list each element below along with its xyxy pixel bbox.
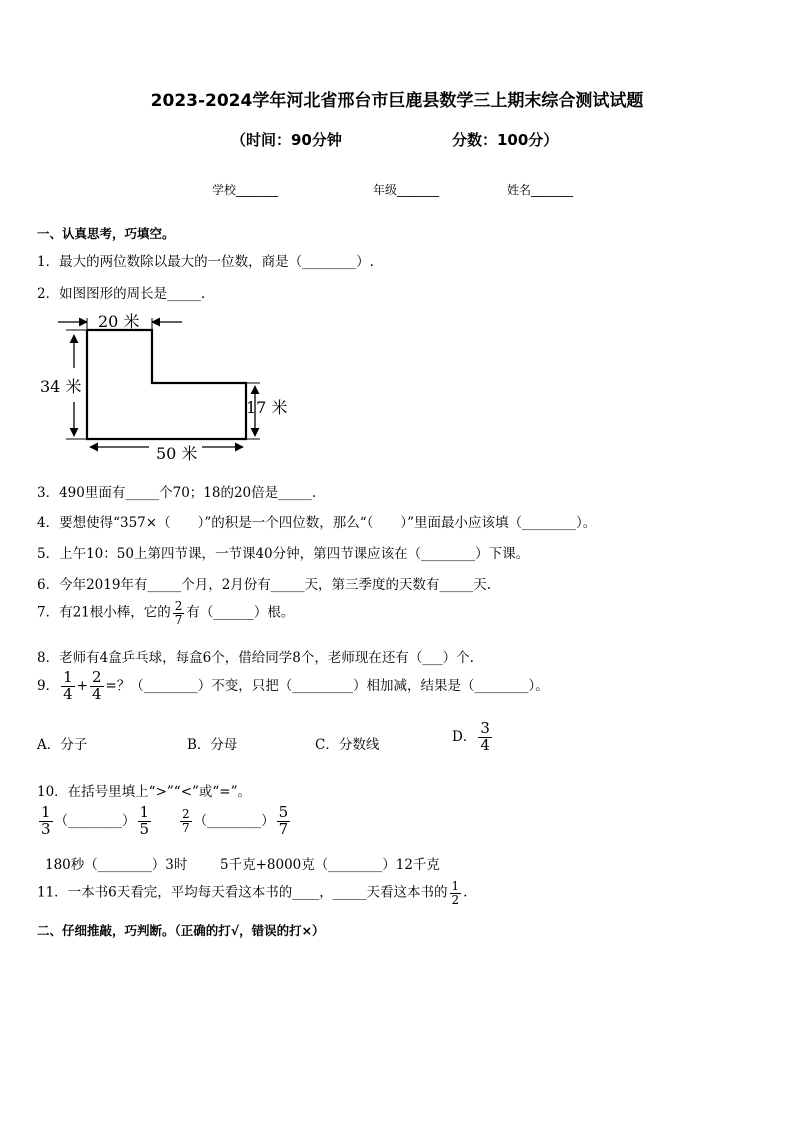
- fraction: $\frac{3}{4}$: [480, 719, 490, 754]
- option-a: A．分子: [37, 737, 88, 753]
- question-9: 9． $\frac{1}{4}$ + $\frac{2}{4}$ =？（________）不变，只把（_________）相加减，结果是（________）。: [37, 668, 549, 703]
- page-title: 2023-2024学年河北省邢台市巨鹿县数学三上期末综合测试试题: [150, 91, 644, 111]
- fraction: $\frac{2}{7}$: [174, 599, 183, 627]
- grade-field: 年级_______: [373, 183, 440, 197]
- option-d: D． $\frac{3}{4}$: [452, 719, 490, 754]
- label-bottom: 50 米: [156, 444, 198, 463]
- name-field: 姓名_______: [507, 183, 574, 197]
- perimeter-figure: [36, 310, 306, 468]
- section-1-heading: 一、认真思考，巧填空。: [37, 226, 175, 241]
- fraction-a: $\frac{1}{4}$: [63, 668, 73, 703]
- q10-compare-2: $\frac{2}{7}$ （________） $\frac{5}{7}$: [182, 803, 289, 838]
- q10-compare-1: $\frac{1}{3}$ （________） $\frac{1}{5}$: [41, 803, 150, 838]
- fraction-b: $\frac{2}{4}$: [91, 668, 102, 703]
- section-2-heading: 二、仔细推敲，巧判断。（正确的打√，错误的打×）: [37, 923, 325, 938]
- q10-compare-3: 180秒（________）3时: [45, 857, 188, 873]
- label-right: 17 米: [246, 398, 288, 417]
- question-1: 1．最大的两位数除以最大的一位数，商是（________）.: [37, 254, 374, 270]
- question-2: 2．如图图形的周长是_____.: [37, 286, 206, 302]
- label-left: 34 米: [40, 377, 82, 396]
- option-b: B．分母: [187, 737, 238, 753]
- exam-time: （时间：90分钟: [231, 131, 342, 149]
- exam-score: 分数：100分）: [452, 131, 559, 149]
- l-shape: [87, 330, 246, 439]
- question-6: 6．今年2019年有_____个月，2月份有_____天，第三季度的天数有_____天.: [37, 577, 492, 593]
- label-top: 20 米: [98, 312, 140, 331]
- question-4: 4．要想使得“357×（ ）”的积是一个四位数，那么“（ ）”里面最小应该填（________）。: [37, 515, 597, 531]
- question-5: 5．上午10：50上第四节课，一节课40分钟，第四节课应该在（________）下课。: [37, 546, 530, 562]
- option-c: C．分数线: [315, 737, 380, 753]
- question-3: 3．490里面有_____个70；18的20倍是_____.: [37, 485, 317, 501]
- school-field: 学校_______: [212, 183, 279, 197]
- q10-compare-4: 5千克+8000克（________）12千克: [220, 857, 440, 873]
- question-11: 11．一本书6天看完，平均每天看这本书的____，_____天看这本书的 $\frac{1}{2}$ .: [37, 879, 468, 907]
- question-10: 10．在括号里填上“>”“<”或“=”。: [37, 784, 252, 800]
- question-7: 7．有21根小棒，它的 $\frac{2}{7}$ 有（______）根。: [37, 599, 295, 627]
- question-8: 8．老师有4盒乒乓球，每盒6个，借给同学8个，老师现在还有（___）个.: [37, 650, 474, 666]
